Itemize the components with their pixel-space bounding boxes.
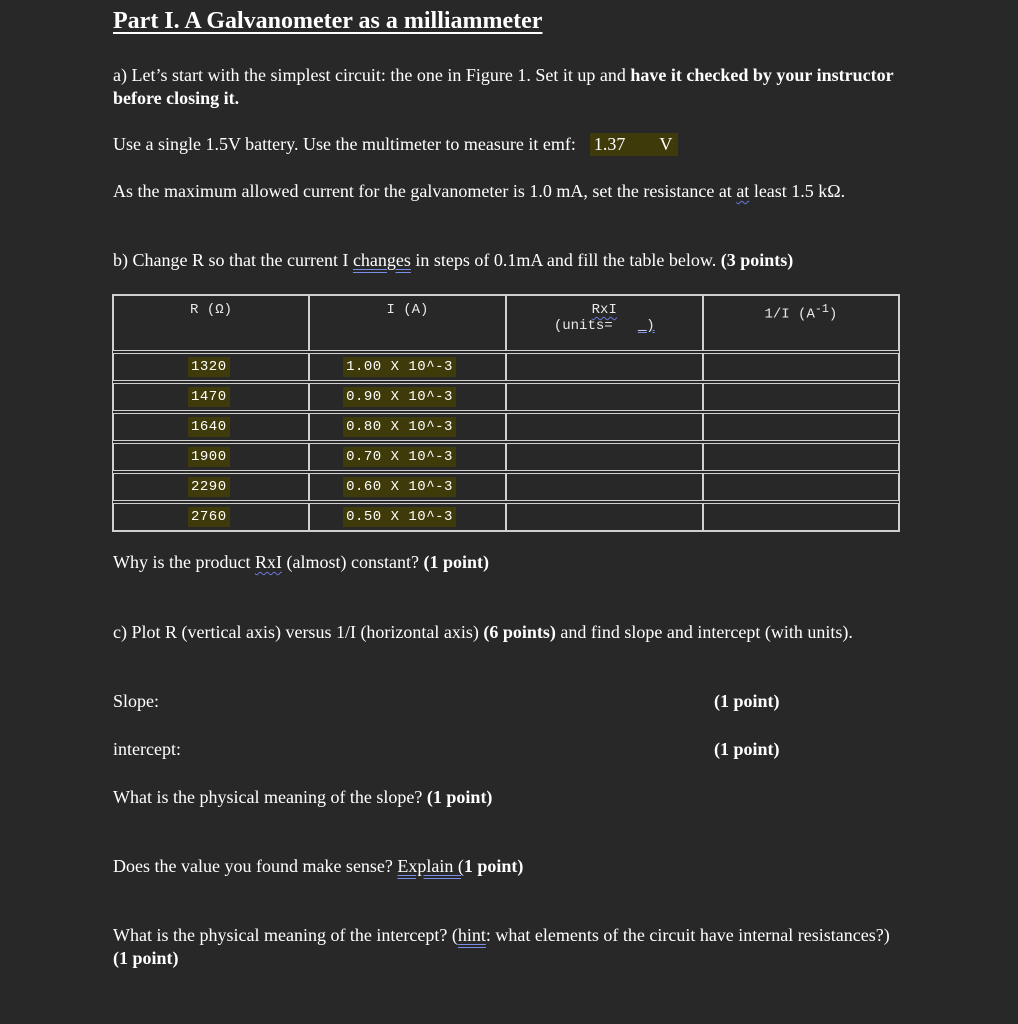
meaning-slope-text: What is the physical meaning of the slope?	[113, 787, 427, 807]
table-header-row	[113, 295, 899, 351]
makes-sense-explain: Explain (	[397, 856, 464, 876]
makes-sense-question	[113, 855, 913, 878]
table-row	[113, 443, 899, 471]
i-value: 0.50 X 10^-3	[343, 507, 456, 527]
max-current-text	[113, 180, 883, 203]
cell-i[interactable]	[309, 413, 506, 441]
header-rxi	[506, 295, 703, 351]
why-product-points: (1 point)	[423, 552, 489, 572]
makes-sense-text: Does the value you found make sense?	[113, 856, 398, 876]
header-inv-close: )	[828, 306, 838, 323]
i-value: 0.80 X 10^-3	[343, 417, 456, 437]
r-value: 1640	[188, 417, 230, 437]
table-row	[113, 383, 899, 411]
r-value: 1470	[188, 387, 230, 407]
cell-rxi[interactable]	[506, 443, 703, 471]
header-inv-label: 1/I (A	[764, 306, 815, 323]
part-c-points: (6 points)	[483, 622, 556, 642]
part-b-instructions	[113, 249, 913, 272]
cell-r[interactable]	[113, 353, 309, 381]
part-c-instructions	[113, 621, 903, 644]
cell-inverse-i[interactable]	[703, 473, 899, 501]
cell-inverse-i[interactable]	[703, 383, 899, 411]
cell-r[interactable]	[113, 383, 309, 411]
part-b-underlined-word: changes	[352, 250, 411, 270]
meaning-intercept-question	[113, 924, 903, 970]
emf-value-field[interactable]: 1.37	[590, 133, 630, 156]
cell-rxi[interactable]	[506, 473, 703, 501]
cell-r[interactable]	[113, 413, 309, 441]
why-product-text-1: Why is the product	[113, 552, 255, 572]
part-b-text-2: in steps of 0.1mA and fill the table below.	[410, 250, 721, 270]
max-current-text-2: least 1.5 kΩ.	[749, 181, 846, 201]
header-rxi-units-label: (units=	[553, 318, 613, 334]
meaning-slope-points: (1 point)	[426, 787, 493, 807]
why-product-text-2: (almost) constant?	[281, 552, 424, 572]
cell-i[interactable]	[309, 503, 506, 531]
header-rxi-units-field[interactable]: _)	[637, 318, 655, 334]
i-value: 0.70 X 10^-3	[343, 447, 456, 467]
makes-sense-points: 1 point)	[463, 856, 524, 876]
part-b-points: (3 points)	[720, 250, 794, 270]
why-product-question	[113, 551, 913, 574]
part-c-text-2: and find slope and intercept (with units).	[555, 622, 853, 642]
i-value: 0.60 X 10^-3	[343, 477, 456, 497]
cell-r[interactable]	[113, 473, 309, 501]
cell-inverse-i[interactable]	[703, 503, 899, 531]
why-product-spellcheck-word: RxI	[254, 552, 282, 572]
intercept-points: (1 point)	[714, 739, 780, 759]
part-a-bold-text: have it checked by your instructor before closing it.	[113, 65, 894, 108]
r-value: 2290	[188, 477, 230, 497]
page-title: Part I. A Galvanometer as a milliammeter	[113, 8, 543, 34]
data-table	[112, 294, 900, 532]
part-c-text-1: c) Plot R (vertical axis) versus 1/I (horizontal axis)	[113, 622, 484, 642]
slope-label: Slope:	[113, 691, 160, 711]
cell-inverse-i[interactable]	[703, 443, 899, 471]
meaning-intercept-hint: hint	[457, 925, 486, 945]
meaning-intercept-points: (1 point)	[113, 948, 179, 968]
cell-rxi[interactable]	[506, 383, 703, 411]
i-value: 0.90 X 10^-3	[343, 387, 456, 407]
header-r-label: R (Ω)	[190, 302, 233, 318]
cell-inverse-i[interactable]	[703, 413, 899, 441]
part-a-text: a) Let’s start with the simplest circuit: the one in Figure 1. Set it up and	[113, 65, 631, 85]
meaning-intercept-text-1: What is the physical meaning of the intercept? (	[113, 925, 458, 945]
table-row	[113, 413, 899, 441]
header-inverse-i	[703, 295, 899, 351]
cell-rxi[interactable]	[506, 413, 703, 441]
meaning-intercept-text-2: : what elements of the circuit have internal resistances?)	[485, 925, 890, 945]
i-value: 1.00 X 10^-3	[343, 357, 456, 377]
meaning-slope-question	[113, 786, 913, 809]
emf-unit: V	[629, 133, 678, 156]
max-current-spellcheck-word: at	[736, 181, 750, 201]
table-row	[113, 473, 899, 501]
r-value: 2760	[188, 507, 230, 527]
header-i	[309, 295, 506, 351]
r-value: 1320	[188, 357, 230, 377]
cell-inverse-i[interactable]	[703, 353, 899, 381]
cell-i[interactable]	[309, 383, 506, 411]
part-b-text-1: b) Change R so that the current I	[113, 250, 353, 270]
r-value: 1900	[188, 447, 230, 467]
slope-points: (1 point)	[714, 691, 780, 711]
header-inv-exponent: -1	[814, 302, 829, 316]
cell-rxi[interactable]	[506, 503, 703, 531]
emf-label: Use a single 1.5V battery. Use the multimeter to measure it emf:	[113, 134, 576, 154]
cell-i[interactable]	[309, 443, 506, 471]
cell-r[interactable]	[113, 443, 309, 471]
emf-line	[113, 133, 913, 156]
header-i-label: I (A)	[386, 302, 429, 318]
cell-rxi[interactable]	[506, 353, 703, 381]
cell-r[interactable]	[113, 503, 309, 531]
max-current-text-1: As the maximum allowed current for the galvanometer is 1.0 mA, set the resistance at	[113, 181, 737, 201]
table-row	[113, 353, 899, 381]
header-rxi-label: RxI	[591, 302, 617, 318]
intercept-label: intercept:	[113, 739, 181, 759]
table-row	[113, 503, 899, 531]
part-a-instructions	[113, 64, 913, 110]
header-r	[113, 295, 309, 351]
cell-i[interactable]	[309, 473, 506, 501]
cell-i[interactable]	[309, 353, 506, 381]
